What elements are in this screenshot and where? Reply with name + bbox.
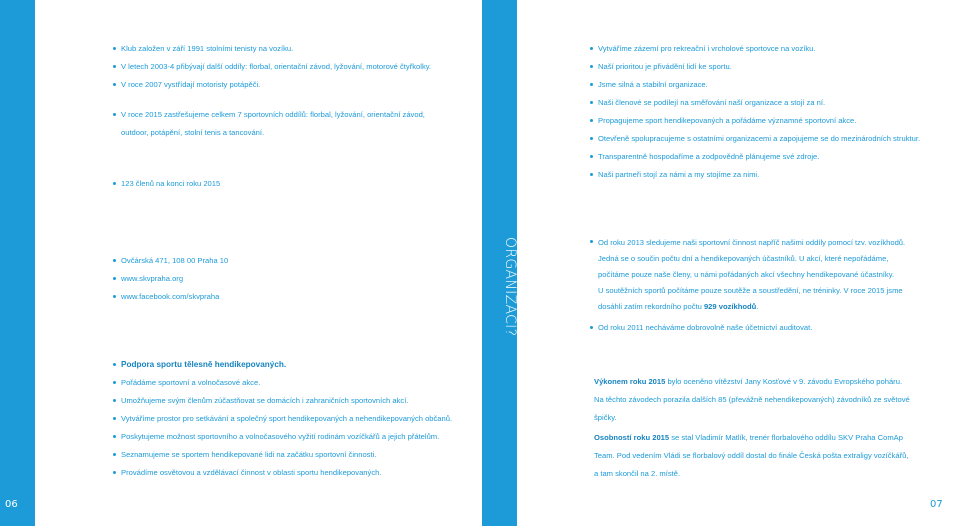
list-item: Naši partneři stojí za námi a my stojíme za nimi. [590, 166, 950, 184]
pocet-clenu-section [113, 175, 473, 193]
section-label-adresa: ADRESA [48, 258, 64, 318]
list-item: Seznamujeme se sportem hendikepované lidi na začátku sportovní činnosti. [113, 446, 473, 464]
list-item: V letech 2003-4 přibývají další oddíly: florbal, orientační závod, lyžování, motorové čtyřkolky. [113, 58, 473, 76]
list-item: Klub založen v září 1991 stolními tenisty na vozíku. [113, 40, 473, 58]
list-item: Pořádáme sportovní a volnočasové akce. [113, 374, 473, 392]
section-label-historie: HISTORIE [48, 46, 64, 115]
section-label-poslani: POSLÁNÍ [48, 359, 64, 422]
poslani-heading: Podpora sportu tělesně hendikepovaných. [113, 356, 473, 374]
section-label-oceneni: OCENĚNÍ VÝBORU KLUBU V ROCE 2015 [516, 359, 546, 508]
page-number-left: 06 [5, 499, 18, 510]
list-item: Vytváříme prostor pro setkávání a společný sport hendikepovaných a nehendikepovaných občanů. [113, 410, 473, 428]
list-item: Transparentně hospodaříme a zodpovědně plánujeme své zdroje. [590, 148, 950, 166]
oceneni-section [594, 373, 954, 483]
page-number-right: 07 [930, 499, 943, 510]
cim-se-lisime-section [590, 235, 950, 337]
facebook-link[interactable]: www.facebook.com/skvpraha [113, 288, 473, 306]
award-performance: Výkonem roku 2015 bylo oceněno vítězství Jany Kosťové v 9. závodu Evropského poháru. Na těchto závodech porazila dalších 85 (převážně nehendikepovaných) závodníků ze světové špičky. [594, 377, 910, 422]
list-item: V roce 2015 zastřešujeme celkem 7 sportovních oddílů: florbal, lyžování, orientační závod, outdoor, potápění, stolní tenis a tancování. [113, 106, 473, 142]
list-item: Propagujeme sport hendikepovaných a pořádáme významné sportovní akce. [590, 112, 950, 130]
section-label-pocet-clenu: POČET ČLENŮ [34, 175, 64, 224]
left-section-band [0, 0, 35, 526]
historie-section [113, 40, 473, 142]
list-item: Umožňujeme svým členům zúčastňovat se domácích i zahraničních sportovních akcí. [113, 392, 473, 410]
list-item: Jsme silná a stabilní organizace. [590, 76, 950, 94]
list-item: V roce 2007 vystřídají motoristy potápěči. [113, 76, 473, 94]
section-label-vize: VIZE [530, 46, 546, 80]
vozikhody-highlight: 929 vozíkhodů [703, 302, 757, 311]
list-item: Provádíme osvětovou a vzdělávací činnost v oblasti sportu hendikepovaných. [113, 464, 473, 482]
list-item: Otevřeně spolupracujeme s ostatními organizacemi a zapojujeme se do mezinárodních struktur. [590, 130, 950, 148]
list-item: Naší prioritou je přivádění lidí ke sportu. [590, 58, 950, 76]
list-item: Poskytujeme možnost sportovního a volnočasového vyžití rodinám vozíčkářů a jejich přátelům. [113, 428, 473, 446]
adresa-section [113, 252, 473, 306]
section-label-cim-se-lisime: ČÍM SE LIŠÍME OD JINÝCH ORGANIZACÍ? [502, 237, 546, 340]
award-personality: Osobností roku 2015 se stal Vladimír Matlík, trenér florbalového oddílu SKV Praha ComAp Team. Pod vedením Vládi se florbalový oddíl dostal do finále Česká pošta extraligy vozíčkářů, a tam skončil na 2. místě. [594, 433, 909, 478]
list-item: Od roku 2013 sledujeme naši sportovní činnost napříč našimi oddíly pomocí tzv. vozíkhodů. Jedná se o součin počtu dní a hendikepovaných účastníků. U akcí, které nepořádáme, počítáme pouze naše členy, u námi pořádaných akcí všechny hendikepované účastníky. U soutěžních sportů počítáme pouze soutěže a soustředění, ne tréninky. V roce 2015 jsme dosáhli zatím rekordního počtu 929 vozíkhodů. [590, 235, 950, 315]
member-count: 123 členů na konci roku 2015 [113, 175, 473, 193]
website-link[interactable]: www.skvpraha.org [113, 270, 473, 288]
vize-section [590, 40, 950, 184]
list-item: Naši členové se podílejí na směřování naší organizace a stojí za ní. [590, 94, 950, 112]
address-street: Ovčárská 471, 108 00 Praha 10 [113, 252, 473, 270]
list-item: Vytváříme zázemí pro rekreační i vrcholové sportovce na vozíku. [590, 40, 950, 58]
list-item: Od roku 2011 necháváme dobrovolně naše účetnictví auditovat. [590, 319, 950, 337]
historie-list [113, 40, 473, 142]
poslani-section [113, 356, 473, 482]
